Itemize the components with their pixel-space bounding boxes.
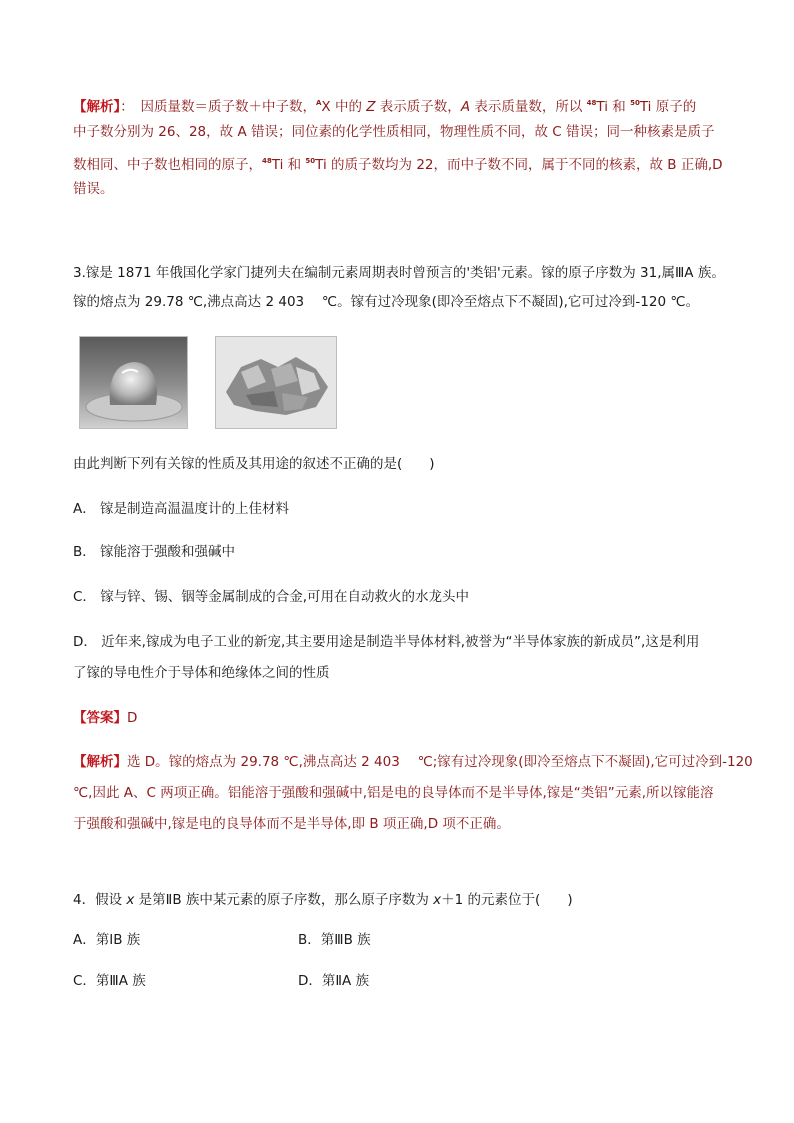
q4-options-row2: [73, 971, 713, 991]
q3-text-line2: 镓的熔点为 29.78 ℃,沸点高达 2 403 ℃。镓有过冷现象(即冷至熔点下不凝固),它可过冷到-120 ℃。: [73, 294, 699, 310]
q3-answer: [73, 708, 137, 728]
q4-option-b: B．第ⅢB 族: [298, 932, 371, 948]
q3-option-a: A． 镓是制造高温温度计的上佳材料: [73, 501, 290, 517]
analysis-tag: 【解析】: [73, 99, 121, 115]
q4-stem: 4．假设 x 是第ⅡB 族中某元素的原子序数，那么原子序数为 x＋1 的元素位于( ): [73, 892, 573, 908]
analysis1-line1: 【解析】： 因质量数＝质子数＋中子数，$^A$X 中的 Z 表示质子数，A 表示质量数，所以 $^{48}$Ti 和 $^{50}$Ti 原子的: [73, 99, 697, 115]
q4-option-d: D．第ⅡA 族: [298, 973, 370, 989]
gallium-melting-photo: [79, 336, 188, 429]
gallium-crystal-photo: [215, 336, 337, 429]
q3-text-line1: 3.镓是 1871 年俄国化学家门捷列夫在编制元素周期表时曾预言的'类铝'元素。镓的原子序数为 31,属ⅢA 族。: [73, 265, 725, 281]
q3-analysis-line3: 于强酸和强碱中,镓是电的良导体而不是半导体,即 B 项正确,D 项不正确。: [73, 816, 510, 832]
q3-option-b: B． 镓能溶于强酸和强碱中: [73, 544, 236, 560]
analysis1-line2: 中子数分别为 26、28，故 A 错误；同位素的化学性质相同，物理性质不同，故 C 错误；同一种核素是质子: [73, 124, 715, 140]
q3-analysis-line2: ℃,因此 A、C 两项正确。铝能溶于强酸和强碱中,铝是电的良导体而不是半导体,镓是“类铝”元素,所以镓能溶: [73, 785, 714, 801]
answer-tag: 【答案】: [73, 710, 127, 726]
q4-option-a: A．第ⅠB 族: [73, 932, 141, 948]
q3-option-d-line1: D． 近年来,镓成为电子工业的新宠,其主要用途是制造半导体材料,被誉为“半导体家族的新成员”,这是利用: [73, 634, 700, 650]
q3-analysis-line1: 【解析】选 D。镓的熔点为 29.78 ℃,沸点高达 2 403 ℃;镓有过冷现象(即冷至熔点下不凝固),它可过冷到-120: [73, 754, 753, 770]
q3-stem: 由此判断下列有关镓的性质及其用途的叙述不正确的是( ): [73, 456, 435, 472]
answer-value: D: [127, 710, 138, 726]
q3-option-c: C． 镓与锌、锡、铟等金属制成的合金,可用在自动救火的水龙头中: [73, 589, 470, 605]
q4-option-c: C．第ⅢA 族: [73, 973, 146, 989]
analysis1-line3: 数相同、中子数也相同的原子，$^{48}$Ti 和 $^{50}$Ti 的质子数均为 22，而中子数不同，属于不同的核素，故 B 正确,D: [73, 157, 723, 173]
analysis1-line4: 错误。: [73, 181, 114, 197]
q4-options-row1: [73, 930, 713, 950]
q3-option-d-line2: 了镓的导电性介于导体和绝缘体之间的性质: [73, 665, 330, 681]
analysis-tag-2: 【解析】: [73, 754, 127, 770]
